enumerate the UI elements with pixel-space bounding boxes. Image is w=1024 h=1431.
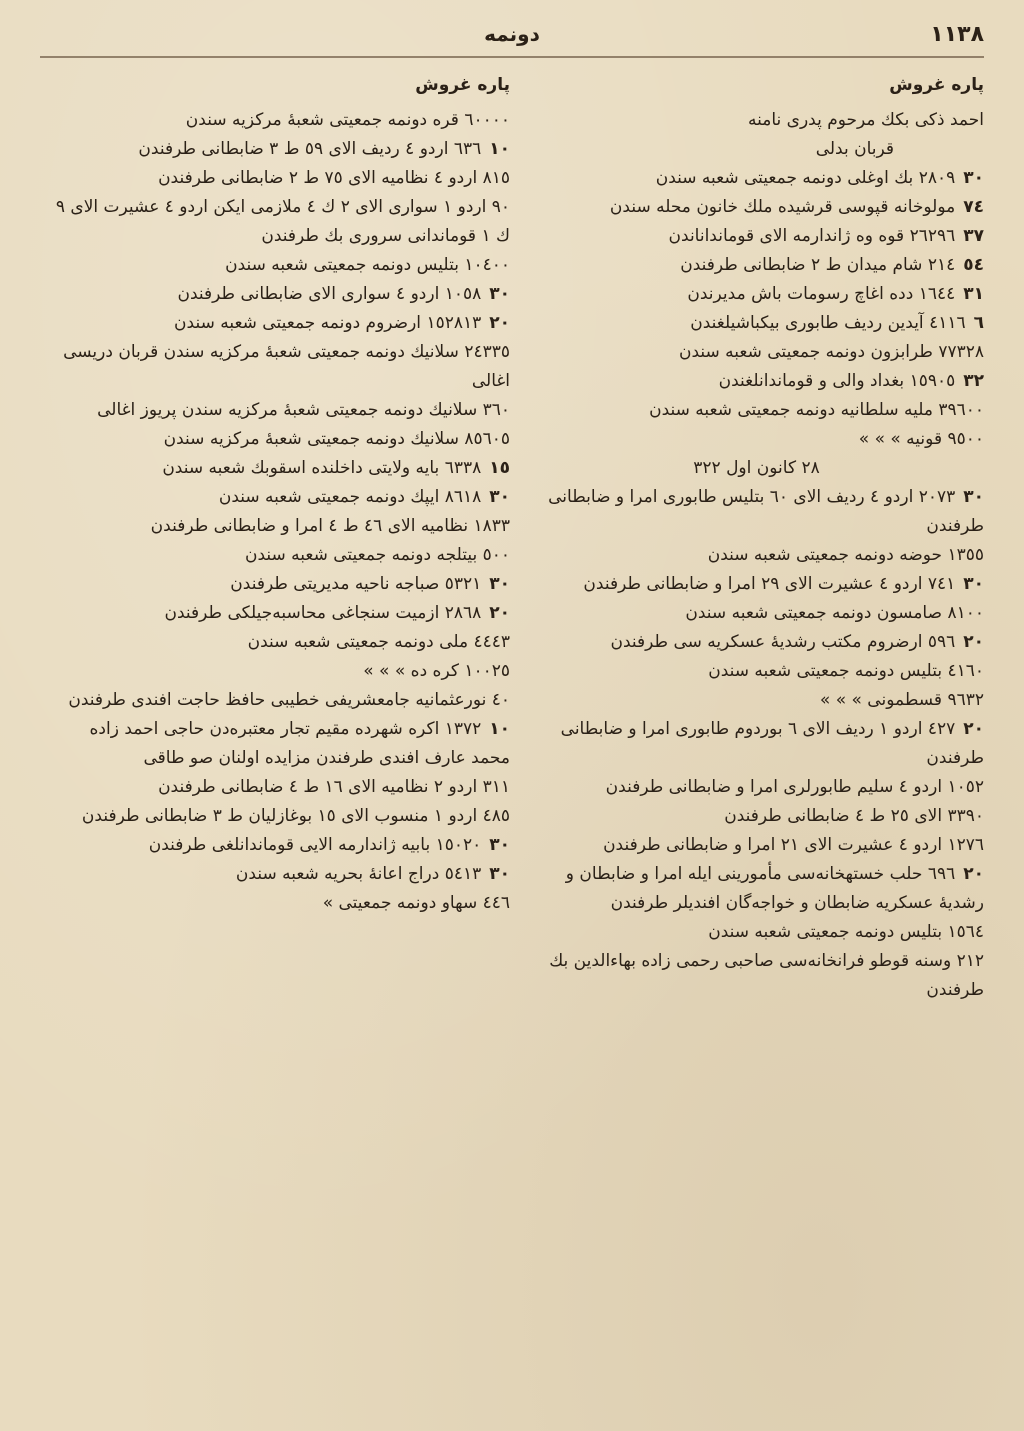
donation-entry xyxy=(529,222,984,251)
donation-entry xyxy=(529,425,984,454)
donation-entry xyxy=(529,802,984,831)
entry-text: ٣٦٠ سلانیك دونمه جمعیتی شعبهٔ مرکزیه سندن پریوز اغالی xyxy=(97,400,510,420)
entry-text: ٢٦٢٩٦ قوه وه ژاندارمه الای قومانداناندن xyxy=(668,226,956,246)
donation-entry xyxy=(55,802,510,831)
left-column-entries xyxy=(55,106,510,918)
donation-entry xyxy=(529,367,984,396)
entry-para-amount: ٢٠ xyxy=(963,864,984,884)
entry-para-amount: ٣٠ xyxy=(963,487,984,507)
entry-para-amount: ٣٧ xyxy=(963,226,984,246)
donation-entry xyxy=(529,657,984,686)
donation-entry xyxy=(529,396,984,425)
entry-text: ٨١٥ اردو ٤ نظامیه الای ٧٥ ط ٢ ضابطانی طرفندن xyxy=(158,168,510,188)
entry-text: ٥٤١٣ دراج اعانهٔ بحریه شعبه سندن xyxy=(235,864,482,884)
entry-text: ١٠٠٢٥ کره ده » » » xyxy=(363,661,510,681)
donation-entry xyxy=(55,396,510,425)
donation-entry xyxy=(529,164,984,193)
entry-text: ٨٦١٨ ایپك دونمه جمعیتی شعبه سندن xyxy=(218,487,482,507)
donation-entry xyxy=(55,570,510,599)
entry-text: ١٨٣٣ نظامیه الای ٤٦ ط ٤ امرا و ضابطانی طرفندن xyxy=(150,516,510,536)
donation-entry xyxy=(55,599,510,628)
donation-entry xyxy=(55,280,510,309)
entry-text: ٤٠ نورعثمانیه جامعشریفی خطیبی حافظ حاجت افندی طرفندن xyxy=(68,690,510,710)
entry-para-amount: ٧٤ xyxy=(963,197,984,217)
entry-text: ٤٨٥ اردو ١ منسوب الای ١٥ بوغازلیان ط ٣ ضابطانی طرفندن xyxy=(81,806,510,826)
donation-entry xyxy=(529,860,984,918)
donation-entry xyxy=(55,686,510,715)
donation-entry xyxy=(55,541,510,570)
donation-entry xyxy=(529,251,984,280)
donation-entry xyxy=(529,338,984,367)
entry-text: ٦٣٣٨ بایه ولایتی داخلنده اسقوبك شعبه سندن xyxy=(162,458,482,478)
entry-text: ٢٨٠٩ بك اوغلی دونمه جمعیتی شعبه سندن xyxy=(655,168,956,188)
entry-para-amount: ٣٠ xyxy=(489,284,510,304)
entry-text: ٢٨ کانون اول ٣٢٢ xyxy=(693,458,820,478)
donation-entry xyxy=(529,686,984,715)
entry-text: ٦٩٦ حلب خستهخانه‌سی مأمورینی ایله امرا و ضابطان و رشدیهٔ عسکریه ضابطان و خواجه‌گان افندیلر طرفندن xyxy=(565,864,984,913)
donation-entry xyxy=(55,628,510,657)
donation-entry xyxy=(55,483,510,512)
entry-text: ١٥٠٢٠ بابیه ژاندارمه الایی قوماندانلغی طرفندن xyxy=(148,835,482,855)
entry-text: ٩٠ اردو ١ سواری الای ٢ ك ٤ ملازمی ایکن اردو ٤ عشیرت الای ٩ ك ١ قوماندانی سروری بك طرفندن xyxy=(55,197,510,246)
entry-text: ٥٠٠ بیتلجه دونمه جمعیتی شعبه سندن xyxy=(244,545,510,565)
entry-text: ٢٠٧٣ اردو ٤ ردیف الای ٦٠ بتلیس طابوری امرا و ضابطانی طرفندن xyxy=(548,487,984,536)
entry-text: ١٥٦٤ بتلیس دونمه جمعیتی شعبه سندن xyxy=(708,922,984,942)
donation-entry xyxy=(529,947,984,1005)
entry-text: ٦٣٦ اردو ٤ ردیف الای ٥٩ ط ٣ ضابطانی طرفندن xyxy=(138,139,482,159)
donation-entry xyxy=(529,193,984,222)
entry-text: قربان بدلی xyxy=(815,139,894,159)
donation-entry xyxy=(529,570,984,599)
entry-text: ٢٤٣٣٥ سلانیك دونمه جمعیتی شعبهٔ مرکزیه سندن قربان دریسی اغالی xyxy=(63,342,510,391)
entry-text: ١٠٥٢ اردو ٤ سلیم طابورلری امرا و ضابطانی طرفندن xyxy=(605,777,984,797)
entry-para-amount: ٣٢ xyxy=(963,371,984,391)
entry-text: ١٠٥٨ اردو ٤ سواری الای ضابطانی طرفندن xyxy=(177,284,482,304)
donation-entry xyxy=(55,309,510,338)
entry-text: احمد ذکی بکك مرحوم پدری نامنه xyxy=(747,110,984,130)
donation-entry xyxy=(529,599,984,628)
entry-text: ١٢٧٦ اردو ٤ عشیرت الای ٢١ امرا و ضابطانی طرفندن xyxy=(603,835,984,855)
entry-text: مولوخانه قپوسی قرشیده ملك خانون محله سندن xyxy=(609,197,956,217)
entry-text: ١٥٢٨١٣ ارضروم دونمه جمعیتی شعبه سندن xyxy=(174,313,482,333)
entry-text: ١٦٤٤ دده اغاچ رسومات باش مدیرندن xyxy=(687,284,956,304)
entry-text: ٩٥٠٠ قونیه » » » xyxy=(858,429,984,449)
entry-text: ٩٦٣٢ قسطمونی » » » xyxy=(819,690,984,710)
entry-text: ٨٥٦٠٥ سلانیك دونمه جمعیتی شعبهٔ مرکزیه سندن xyxy=(163,429,510,449)
donation-entry xyxy=(529,309,984,338)
donation-entry xyxy=(55,512,510,541)
entry-para-amount: ٣٠ xyxy=(963,574,984,594)
entry-text: ٧٧٣٢٨ طرابزون دونمه جمعیتی شعبه سندن xyxy=(678,342,984,362)
donation-entry xyxy=(529,831,984,860)
entry-text: ٢١٤ شام میدان ط ٢ ضابطانی طرفندن xyxy=(680,255,956,275)
entry-para-amount: ٢٠ xyxy=(489,603,510,623)
entry-text: ١٣٥٥ حوضه دونمه جمعیتی شعبه سندن xyxy=(707,545,984,565)
entry-text: ٤١١٦ آیدین ردیف طابوری بیکباشیلغندن xyxy=(690,313,966,333)
donation-entry xyxy=(55,773,510,802)
donation-entry xyxy=(529,106,984,135)
left-column xyxy=(55,70,510,1410)
donation-entry xyxy=(529,918,984,947)
donation-entry xyxy=(55,715,510,773)
donation-entry xyxy=(55,831,510,860)
column-heading: پاره غروش xyxy=(415,75,510,95)
entry-para-amount: ٣٠ xyxy=(489,864,510,884)
column-heading: پاره غروش xyxy=(889,75,984,95)
entry-para-amount: ١٠ xyxy=(489,719,510,739)
donation-entry xyxy=(529,773,984,802)
entry-text: ٢١٢ وسنه قوطو فرانخانه‌سی صاحبی رحمی زاده بهاءالدین بك طرفندن xyxy=(549,951,984,1000)
entry-para-amount: ٣٠ xyxy=(489,487,510,507)
donation-entry xyxy=(55,657,510,686)
entry-para-amount: ١٥ xyxy=(489,458,510,478)
entry-text: ٧٤١ اردو ٤ عشیرت الای ٢٩ امرا و ضابطانی طرفندن xyxy=(583,574,956,594)
header-rule xyxy=(40,56,984,64)
entry-para-amount: ٦ xyxy=(973,313,984,333)
entry-text: ١٥٩٠٥ بغداد والی و قوماندانلغندن xyxy=(718,371,956,391)
entry-para-amount: ٢٠ xyxy=(963,632,984,652)
donation-entry xyxy=(55,164,510,193)
entry-para-amount: ٥٤ xyxy=(963,255,984,275)
donation-entry xyxy=(529,454,984,483)
donation-entry xyxy=(55,454,510,483)
entry-text: ٥٩٦ ارضروم مکتب رشدیهٔ عسکریه سی طرفندن xyxy=(610,632,956,652)
entry-text: ٣١١ اردو ٢ نظامیه الای ١٦ ط ٤ ضابطانی طرفندن xyxy=(158,777,510,797)
donation-entry xyxy=(55,193,510,251)
donation-entry xyxy=(55,889,510,918)
entry-text: ٤١٦٠ بتلیس دونمه جمعیتی شعبه سندن xyxy=(708,661,984,681)
entry-text: ٢٨٦٨ ازمیت سنجاغی محاسبه‌جیلکی طرفندن xyxy=(164,603,482,623)
donation-entry xyxy=(55,106,510,135)
donation-entry xyxy=(529,135,984,164)
entry-para-amount: ٢٠ xyxy=(963,719,984,739)
donation-entry xyxy=(55,338,510,396)
entry-text: ٤٤٤٣ ملی دونمه جمعیتی شعبه سندن xyxy=(247,632,510,652)
donation-entry xyxy=(529,715,984,773)
donation-entry xyxy=(529,541,984,570)
page-header xyxy=(40,18,984,54)
entry-text: ٣٩٦٠٠ ملیه سلطانیه دونمه جمعیتی شعبه سندن xyxy=(649,400,984,420)
entry-para-amount: ١٠ xyxy=(489,139,510,159)
entry-text: ١٣٧٢ اکره شهرده مقیم تجار معتبره‌دن حاجی احمد زاده محمد عارف افندی طرفندن مزایده اولنان صو طاقی xyxy=(89,719,510,768)
right-column xyxy=(529,70,984,1410)
entry-para-amount: ٣٠ xyxy=(963,168,984,188)
donation-entry xyxy=(55,251,510,280)
entry-para-amount: ٢٠ xyxy=(489,313,510,333)
running-title: دونمه xyxy=(484,22,540,46)
right-column-entries xyxy=(529,106,984,1005)
donation-entry xyxy=(529,483,984,541)
entry-para-amount: ٣٠ xyxy=(489,835,510,855)
donation-entry xyxy=(55,425,510,454)
entry-text: ٨١٠٠ صامسون دونمه جمعیتی شعبه سندن xyxy=(685,603,984,623)
entry-text: ١٠٤٠٠ بتلیس دونمه جمعیتی شعبه سندن xyxy=(225,255,510,275)
donation-entry xyxy=(55,860,510,889)
entry-text: ٥٣٢١ صباجه ناحیه مدیریتی طرفندن xyxy=(230,574,482,594)
entry-text: ٣٣٩٠ الای ٢٥ ط ٤ ضابطانی طرفندن xyxy=(724,806,984,826)
entry-para-amount: ٣٠ xyxy=(489,574,510,594)
entry-text: ٦٠٠٠٠ قره دونمه جمعیتی شعبهٔ مرکزیه سندن xyxy=(185,110,510,130)
entry-para-amount: ٣١ xyxy=(963,284,984,304)
donation-entry xyxy=(529,628,984,657)
entry-text: ٤٤٦ سهاو دونمه جمعیتی » xyxy=(322,893,510,913)
entry-text: ٤٢٧ اردو ١ ردیف الای ٦ بوردوم طابوری امرا و ضابطانی طرفندن xyxy=(560,719,984,768)
donation-entry xyxy=(529,280,984,309)
donation-entry xyxy=(55,135,510,164)
page-number: ١١٣٨ xyxy=(930,22,984,47)
